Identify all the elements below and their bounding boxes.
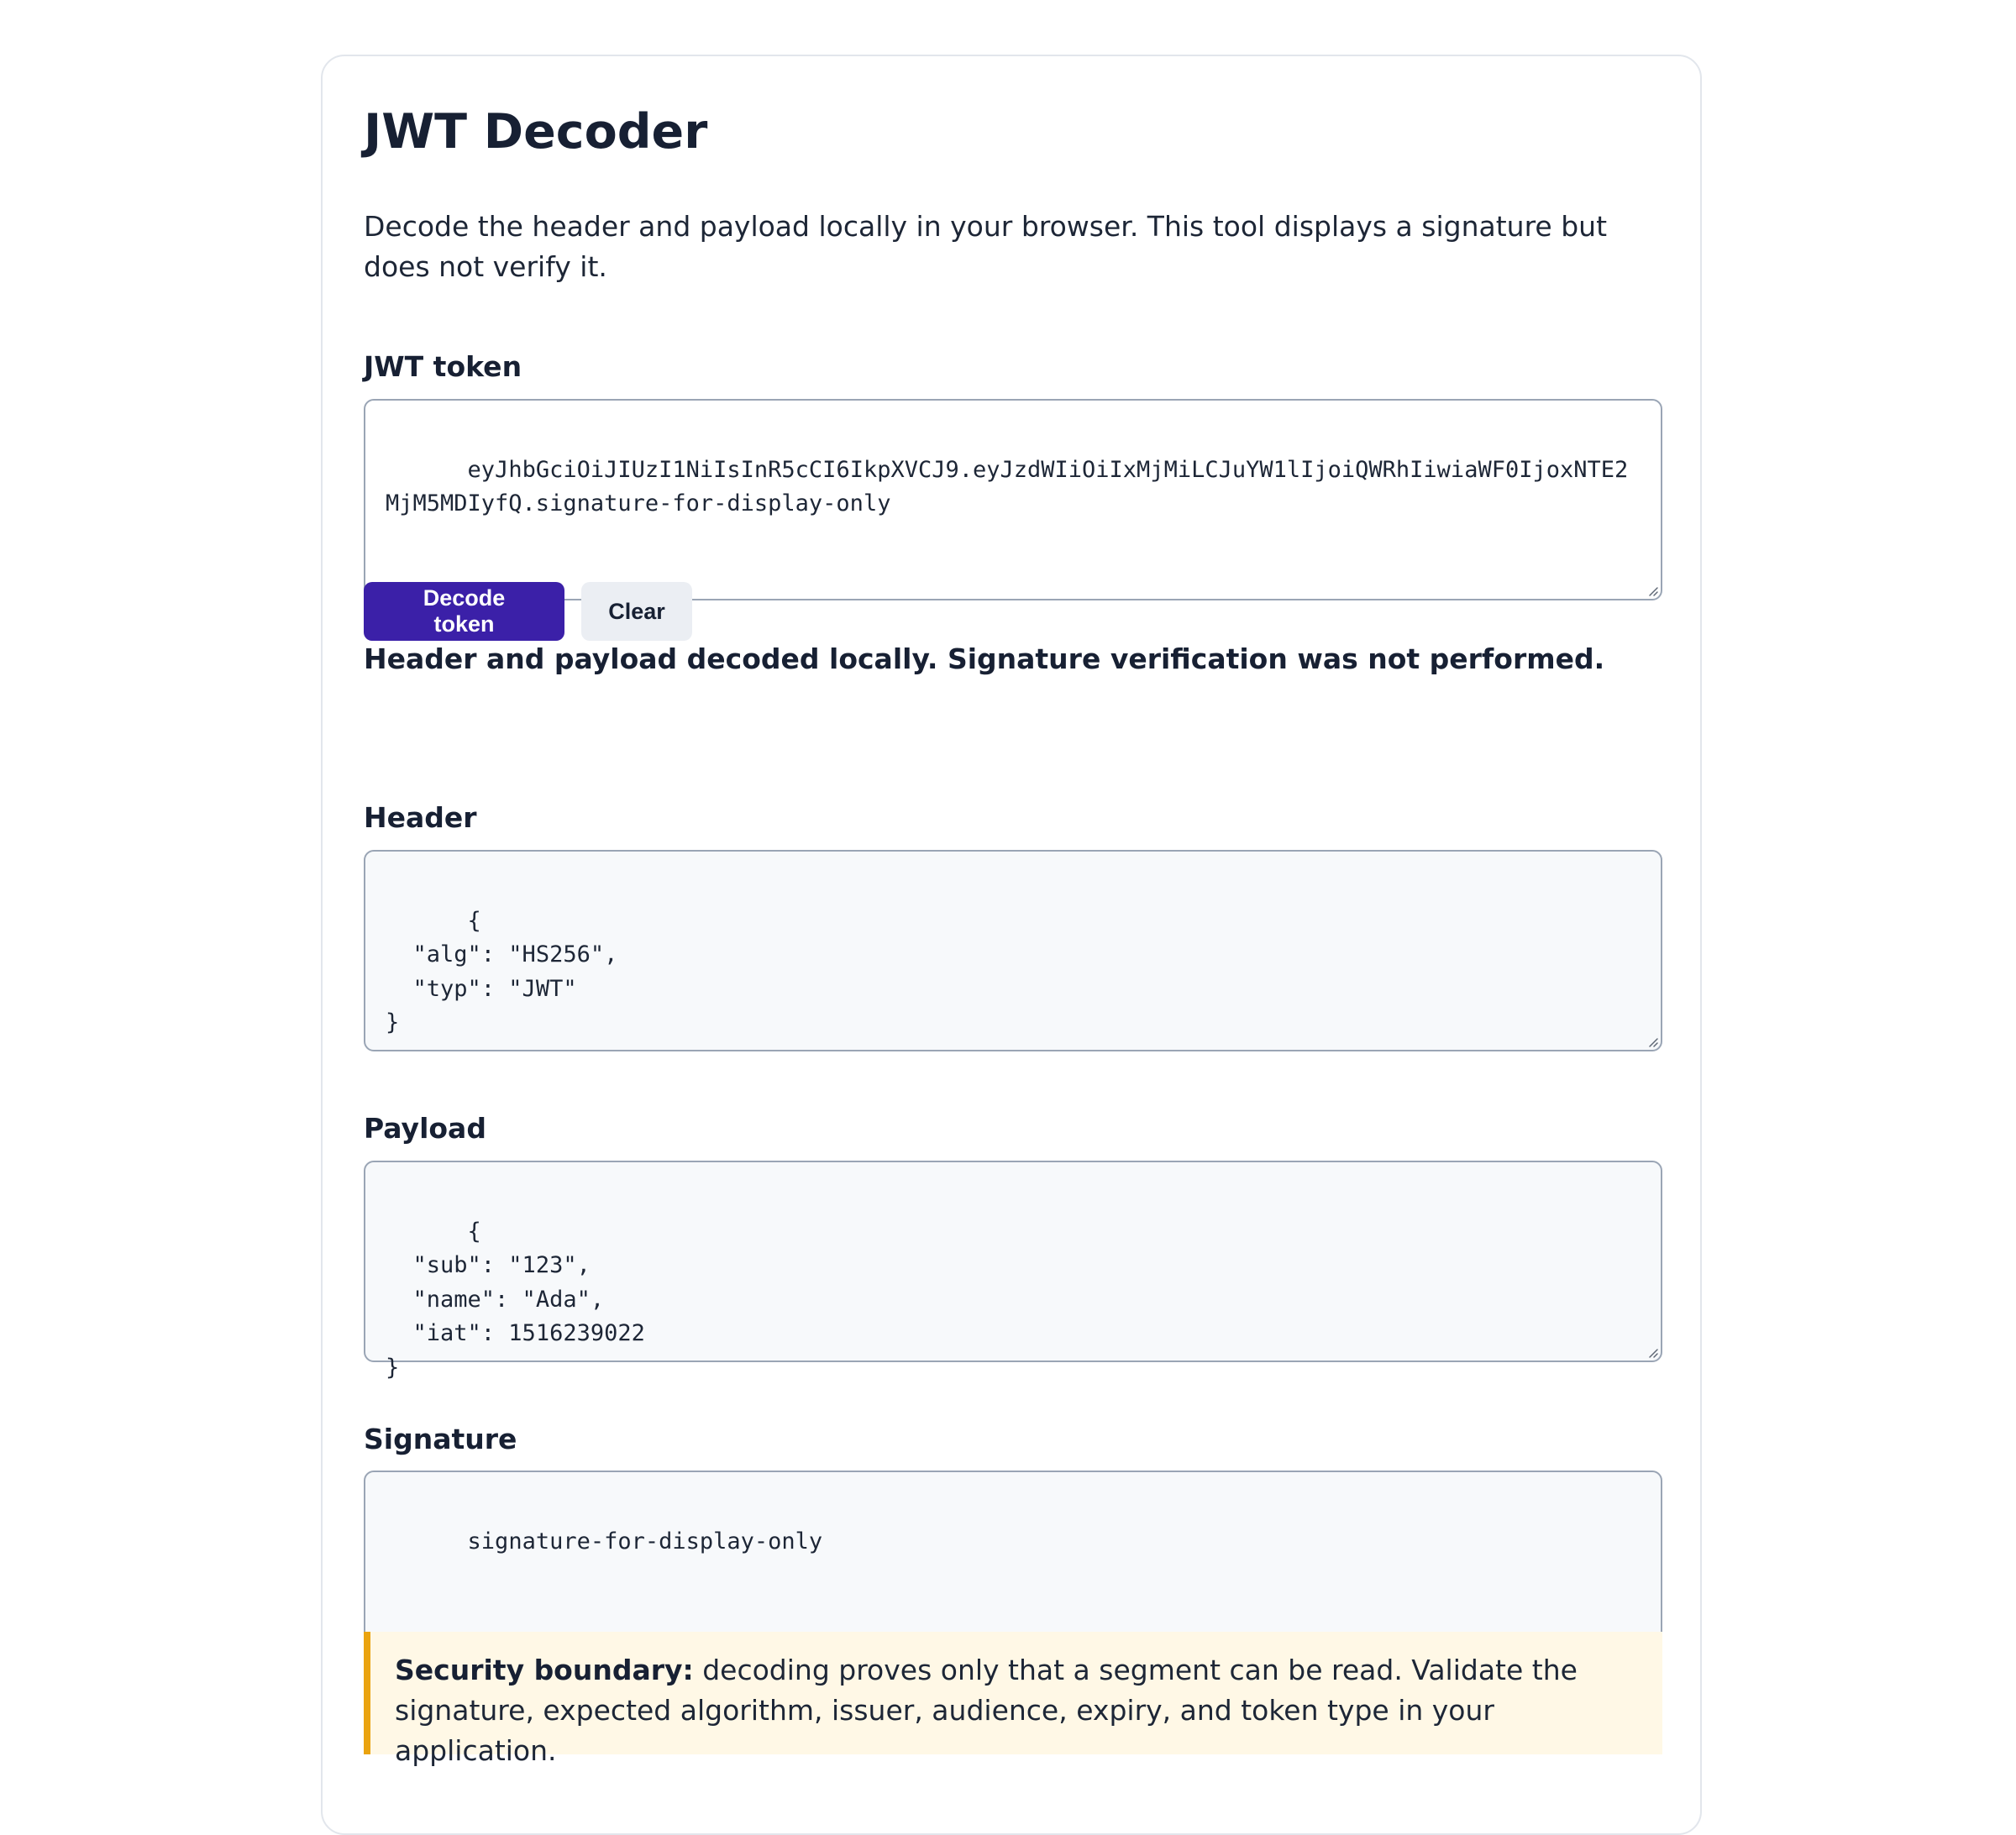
header-label: Header [364, 801, 477, 834]
payload-label: Payload [364, 1112, 486, 1145]
header-json: { "alg": "HS256", "typ": "JWT" } [386, 907, 618, 1035]
page-description: Decode the header and payload locally in your browser. This tool displays a signature but does not verify it. [364, 210, 1608, 283]
header-output[interactable] [364, 850, 1662, 1051]
payload-json: { "sub": "123", "name": "Ada", "iat": 1516239022 } [386, 1218, 645, 1381]
jwt-token-value: eyJhbGciOiJIUzI1NiIsInR5cCI6IkpXVCJ9.eyJzdWIiOiIxMjMiLCJuYW1lIjoiQWRhIiwiaWF0IjoxNTE2MjM5MDIyfQ.signature-for-display-only [386, 456, 1629, 516]
jwt-token-input[interactable] [364, 399, 1662, 600]
signature-label: Signature [364, 1423, 517, 1455]
resize-grip-icon[interactable] [1646, 585, 1658, 596]
resize-grip-icon[interactable] [1646, 1346, 1658, 1358]
signature-value: signature-for-display-only [467, 1528, 823, 1555]
clear-button[interactable]: Clear [581, 582, 692, 641]
security-notice-title: Security boundary: [395, 1654, 694, 1686]
resize-grip-icon[interactable] [1646, 1035, 1658, 1047]
security-boundary-notice [364, 1632, 1662, 1767]
decode-token-button[interactable]: Decode token [364, 582, 564, 641]
jwt-token-label: JWT token [364, 350, 522, 383]
payload-output[interactable] [364, 1161, 1662, 1381]
decoder-card [321, 55, 1702, 1835]
decode-status: Header and payload decoded locally. Signature verification was not performed. [364, 642, 1605, 675]
page-title: JWT Decoder [364, 104, 708, 160]
security-notice-text: decoding proves only that a segment can be read. Validate the signature, expected algorithm, issuer, audience, expiry, and token type in your application. [395, 1654, 1578, 1767]
